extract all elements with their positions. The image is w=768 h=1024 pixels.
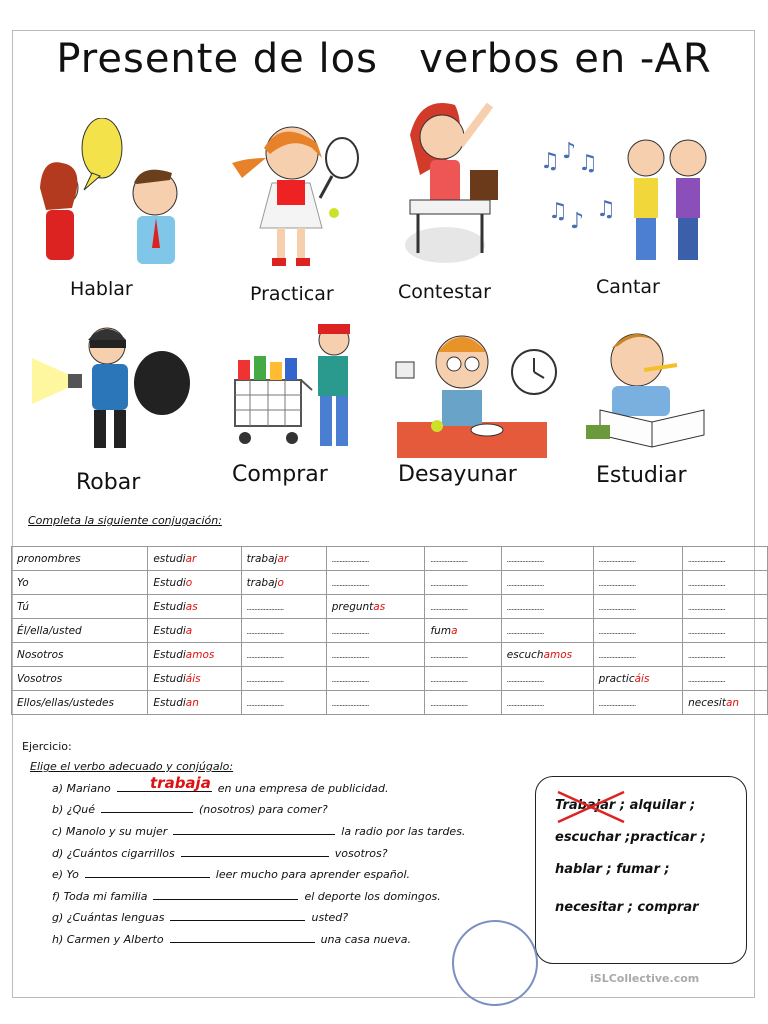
exercise-item-end: leer mucho para aprender español. xyxy=(215,868,411,881)
blank-dots: ........................ xyxy=(598,698,636,708)
table-row xyxy=(12,643,768,667)
blank-dots: ........................ xyxy=(246,698,284,708)
table-row xyxy=(12,667,768,691)
watermark: iSLCollective.com xyxy=(590,972,700,985)
blank-dots: ........................ xyxy=(598,554,636,564)
table-cell xyxy=(148,571,241,595)
cell-ending: o xyxy=(185,576,193,589)
blank-dots: ........................ xyxy=(688,554,726,564)
blank-dots: ........................ xyxy=(331,698,369,708)
blank-dots: ........................ xyxy=(688,674,726,684)
cell-stem: trabaj xyxy=(246,552,278,565)
cell-stem: escuch xyxy=(506,648,544,661)
table-cell[interactable] xyxy=(593,571,683,595)
table-cell xyxy=(148,595,241,619)
exercise-item-end: usted? xyxy=(311,911,349,924)
table-cell[interactable] xyxy=(326,691,425,715)
blank-dots: ........................ xyxy=(430,578,468,588)
table-cell[interactable] xyxy=(241,667,326,691)
answer-blank[interactable] xyxy=(153,889,298,900)
table-cell xyxy=(241,571,326,595)
hablar-illustration xyxy=(32,118,192,268)
table-cell xyxy=(12,619,148,643)
table-cell[interactable] xyxy=(241,643,326,667)
cell-ending: an xyxy=(725,696,740,709)
label-desayunar: Desayunar xyxy=(398,462,517,487)
table-cell[interactable] xyxy=(326,667,425,691)
blank-dots: ........................ xyxy=(430,674,468,684)
table-cell xyxy=(241,547,326,571)
table-cell xyxy=(12,547,148,571)
cell-stem: Estudi xyxy=(153,576,186,589)
table-cell[interactable] xyxy=(501,667,593,691)
table-cell[interactable] xyxy=(683,571,768,595)
cell-stem: Tú xyxy=(17,600,30,613)
desayunar-illustration xyxy=(392,322,562,462)
table-cell[interactable] xyxy=(593,547,683,571)
author-stamp xyxy=(452,920,538,1006)
cell-ending: as xyxy=(185,600,198,613)
table-cell[interactable] xyxy=(326,619,425,643)
exercise-item-end: una casa nueva. xyxy=(320,933,411,946)
blank-dots: ........................ xyxy=(331,626,369,636)
blank-dots: ........................ xyxy=(246,602,284,612)
exercise-item-start: g) ¿Cuántas lenguas xyxy=(52,911,165,924)
cell-ending: a xyxy=(185,624,193,637)
table-cell[interactable] xyxy=(593,619,683,643)
cell-ending: ar xyxy=(277,552,289,565)
table-row xyxy=(12,595,768,619)
table-row xyxy=(12,691,768,715)
cell-ending: o xyxy=(277,576,284,589)
answer-blank[interactable] xyxy=(181,846,329,857)
blank-dots: ........................ xyxy=(598,578,636,588)
word-bank-line-3: hablar ; fumar ; xyxy=(555,862,670,877)
word-bank-line-1: Trabajar ; alquilar ; xyxy=(555,798,696,813)
exercise-item xyxy=(52,910,348,924)
blank-dots: ........................ xyxy=(246,650,284,660)
table-row xyxy=(12,619,768,643)
table-cell[interactable] xyxy=(501,691,593,715)
table-row xyxy=(12,547,768,571)
contestar-illustration xyxy=(400,95,510,270)
blank-dots: ........................ xyxy=(506,674,544,684)
exercise-item-start: d) ¿Cuántos cigarrillos xyxy=(52,847,175,860)
cell-stem: estudi xyxy=(153,552,186,565)
exercise-item xyxy=(52,802,328,816)
cell-stem: Estudi xyxy=(153,648,186,661)
table-cell xyxy=(12,643,148,667)
blank-dots: ........................ xyxy=(506,554,544,564)
table-cell xyxy=(593,667,683,691)
cell-stem: practic xyxy=(598,672,635,685)
table-cell xyxy=(148,547,241,571)
table-cell[interactable] xyxy=(501,595,593,619)
exercise-item-start: h) Carmen y Alberto xyxy=(52,933,164,946)
table-cell[interactable] xyxy=(501,547,593,571)
table-cell[interactable] xyxy=(501,619,593,643)
table-cell xyxy=(12,691,148,715)
exercise-item xyxy=(52,889,441,903)
exercise-item-end: en una empresa de publicidad. xyxy=(217,782,389,795)
exercise-item xyxy=(52,867,410,881)
table-cell xyxy=(12,571,148,595)
answer-blank[interactable] xyxy=(170,932,315,943)
blank-dots: ........................ xyxy=(331,674,369,684)
table-cell[interactable] xyxy=(425,667,501,691)
cell-stem: necesit xyxy=(688,696,726,709)
table-cell xyxy=(12,667,148,691)
table-cell[interactable] xyxy=(241,619,326,643)
table-cell[interactable] xyxy=(326,571,425,595)
crossed-out-mark xyxy=(556,788,628,824)
cell-ending: as xyxy=(373,600,386,613)
answer-blank[interactable] xyxy=(101,802,193,813)
label-cantar: Cantar xyxy=(596,276,660,298)
cantar-illustration xyxy=(538,128,708,268)
comprar-illustration xyxy=(230,320,370,455)
table-cell xyxy=(148,619,241,643)
cell-stem: trabaj xyxy=(246,576,278,589)
svg-text:♪: ♪ xyxy=(570,209,585,234)
table-cell[interactable] xyxy=(425,691,501,715)
table-cell[interactable] xyxy=(593,643,683,667)
exercise-prompt: Elige el verbo adecuado y conjúgalo: xyxy=(30,760,234,773)
estudiar-illustration xyxy=(582,320,712,450)
svg-text:♫: ♫ xyxy=(540,149,560,174)
cell-stem: Nosotros xyxy=(17,648,64,661)
blank-dots: ........................ xyxy=(506,578,544,588)
example-answer: trabaja xyxy=(150,774,211,792)
table-cell[interactable] xyxy=(326,547,425,571)
blank-dots: ........................ xyxy=(246,674,284,684)
blank-dots: ........................ xyxy=(688,626,726,636)
table-cell[interactable] xyxy=(683,619,768,643)
table-cell[interactable] xyxy=(241,595,326,619)
svg-text:♫: ♫ xyxy=(578,151,598,176)
blank-dots: ........................ xyxy=(430,554,468,564)
exercise-item xyxy=(52,781,389,795)
blank-dots: ........................ xyxy=(506,698,544,708)
table-cell xyxy=(425,619,501,643)
table-cell[interactable] xyxy=(683,595,768,619)
practicar-illustration xyxy=(222,118,372,278)
cell-stem: pronombres xyxy=(17,552,81,565)
exercise-item-end: vosotros? xyxy=(334,847,388,860)
page-title: Presente de los verbos en -AR xyxy=(56,36,712,82)
answer-blank[interactable] xyxy=(85,867,210,878)
cell-stem: fum xyxy=(430,624,452,637)
blank-dots: ........................ xyxy=(331,578,369,588)
cell-ending: ar xyxy=(185,552,197,565)
answer-blank[interactable] xyxy=(170,910,305,921)
table-cell[interactable] xyxy=(501,571,593,595)
cell-stem: pregunt xyxy=(331,600,374,613)
exercise-heading: Ejercicio: xyxy=(22,740,72,753)
exercise-item-end: la radio por las tardes. xyxy=(341,825,466,838)
label-hablar: Hablar xyxy=(70,278,133,300)
cell-ending: áis xyxy=(185,672,201,685)
cell-stem: Estudi xyxy=(153,672,186,685)
table-cell xyxy=(501,643,593,667)
table-cell[interactable] xyxy=(593,691,683,715)
blank-dots: ........................ xyxy=(430,602,468,612)
blank-dots: ........................ xyxy=(331,650,369,660)
exercise-item-start: e) Yo xyxy=(52,868,79,881)
cell-stem: Yo xyxy=(17,576,29,589)
table-cell[interactable] xyxy=(425,547,501,571)
label-robar: Robar xyxy=(76,470,141,495)
cell-ending: a xyxy=(451,624,458,637)
robar-illustration xyxy=(32,318,192,468)
blank-dots: ........................ xyxy=(430,698,468,708)
word-bank-line-4: necesitar ; comprar xyxy=(555,900,699,915)
svg-text:♫: ♫ xyxy=(596,197,616,222)
cell-ending: amos xyxy=(185,648,215,661)
exercise-item-start: b) ¿Qué xyxy=(52,803,96,816)
exercise-item xyxy=(52,846,388,860)
table-cell xyxy=(326,595,425,619)
blank-dots: ........................ xyxy=(598,602,636,612)
label-comprar: Comprar xyxy=(232,462,328,487)
label-contestar: Contestar xyxy=(398,281,491,303)
table-cell[interactable] xyxy=(683,547,768,571)
table-cell[interactable] xyxy=(593,595,683,619)
table-cell xyxy=(148,667,241,691)
table-cell[interactable] xyxy=(326,643,425,667)
cell-stem: Estudi xyxy=(153,600,186,613)
table-cell[interactable] xyxy=(425,643,501,667)
exercise-item-start: c) Manolo y su mujer xyxy=(52,825,168,838)
table-cell xyxy=(12,595,148,619)
table-row xyxy=(12,571,768,595)
cell-stem: Él/ella/usted xyxy=(17,624,82,637)
cell-ending: an xyxy=(185,696,199,709)
exercise-item xyxy=(52,824,465,838)
cell-ending: amos xyxy=(543,648,573,661)
table-cell xyxy=(148,643,241,667)
exercise-item xyxy=(52,932,411,946)
exercise-item-end: el deporte los domingos. xyxy=(304,890,441,903)
label-estudiar: Estudiar xyxy=(596,463,687,488)
cell-ending: áis xyxy=(634,672,650,685)
table-cell[interactable] xyxy=(425,595,501,619)
blank-dots: ........................ xyxy=(688,602,726,612)
svg-text:♪: ♪ xyxy=(562,139,577,164)
blank-dots: ........................ xyxy=(598,650,636,660)
blank-dots: ........................ xyxy=(430,650,468,660)
label-practicar: Practicar xyxy=(250,283,334,305)
table-cell xyxy=(683,691,768,715)
blank-dots: ........................ xyxy=(506,626,544,636)
answer-blank[interactable] xyxy=(173,824,335,835)
table-cell xyxy=(148,691,241,715)
svg-text:♫: ♫ xyxy=(548,199,568,224)
conjugation-instruction: Completa la siguiente conjugación: xyxy=(28,514,222,527)
cell-stem: Estudi xyxy=(153,624,186,637)
table-cell[interactable] xyxy=(683,667,768,691)
blank-dots: ........................ xyxy=(331,554,369,564)
exercise-item-end: (nosotros) para comer? xyxy=(199,803,328,816)
table-cell[interactable] xyxy=(241,691,326,715)
cell-stem: Ellos/ellas/ustedes xyxy=(17,696,114,709)
blank-dots: ........................ xyxy=(598,626,636,636)
conjugation-table xyxy=(11,546,768,715)
table-cell[interactable] xyxy=(425,571,501,595)
blank-dots: ........................ xyxy=(506,602,544,612)
cell-stem: Estudi xyxy=(153,696,186,709)
blank-dots: ........................ xyxy=(688,578,726,588)
table-cell[interactable] xyxy=(683,643,768,667)
word-bank-line-2: escuchar ;practicar ; xyxy=(555,830,706,845)
cell-stem: Vosotros xyxy=(17,672,63,685)
exercise-item-start: f) Toda mi familia xyxy=(52,890,148,903)
blank-dots: ........................ xyxy=(688,650,726,660)
blank-dots: ........................ xyxy=(246,626,284,636)
exercise-item-start: a) Mariano xyxy=(52,782,111,795)
